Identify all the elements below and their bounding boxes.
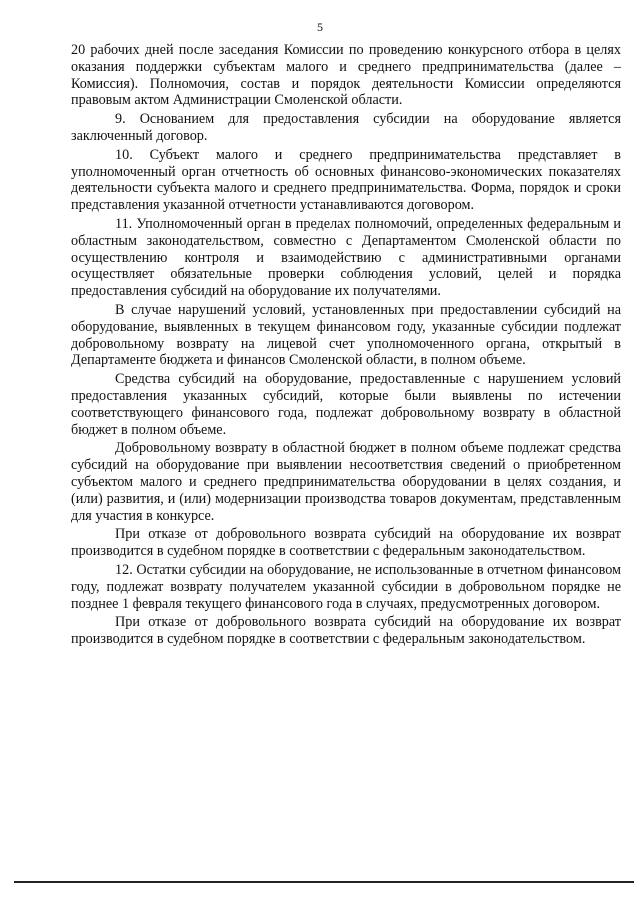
- page-number: 5: [317, 20, 323, 34]
- paragraph-refusal-return-2: При отказе от добровольного возврата субсидий на оборудование их возврат производится в судебном порядке в соответствии с федеральным законодательством.: [71, 614, 621, 648]
- paragraph-9: 9. Основанием для предоставления субсидии на оборудование является заключенный договор.: [71, 111, 621, 144]
- paragraph-violation-current-year: В случае нарушений условий, установленных при предоставлении субсидий на оборудование, выявленных в текущем финансовом году, указанные субсидии подлежат добровольному возврату на лицевой счет уполномоченного органа, открытый в Департаменте бюджета и финансов Смоленской области, в полном объеме.: [71, 301, 621, 369]
- document-body: [71, 42, 621, 648]
- paragraph-voluntary-return: Добровольному возврату в областной бюджет в полном объеме подлежат средства субсидий на оборудование при выявлении несоответствия сведений о приобретенном субъектом малого и среднего предпринимательства оборудовании в целях создания, и (или) развития, и (или) модернизации производства товаров документам, представленным для участия в конкурсе.: [71, 440, 621, 524]
- paragraph-violation-after-year: Средства субсидий на оборудование, предоставленные с нарушением условий предоставления указанных субсидий, которые были выявлены по истечении соответствующего финансового года, подлежат добровольному возврату в областной бюджет в полном объеме.: [71, 371, 621, 438]
- paragraph-12: 12. Остатки субсидии на оборудование, не использованные в отчетном финансовом году, подлежат возврату получателем указанной субсидии в добровольном порядке не позднее 1 февраля текущего финансового года в случаях, предусмотренных договором.: [71, 561, 621, 612]
- paragraph-continuation: 20 рабочих дней после заседания Комиссии по проведению конкурсного отбора в целях оказания поддержки субъектам малого и среднего предпринимательства (далее – Комиссия). Полномочия, состав и порядок деятельности Комиссии определяются правовым актом Администрации Смоленской области.: [71, 42, 621, 109]
- paragraph-refusal-return-1: При отказе от добровольного возврата субсидий на оборудование их возврат производится в судебном порядке в соответствии с федеральным законодательством.: [71, 526, 621, 560]
- bottom-rule: [14, 881, 634, 883]
- paragraph-10: 10. Субъект малого и среднего предпринимательства представляет в уполномоченный орган отчетность об основных финансово-экономических показателях деятельности субъекта малого и среднего предпринимательства. Форма, порядок и сроки представления указанной отчетности устанавливаются договором.: [71, 146, 621, 214]
- paragraph-11: 11. Уполномоченный орган в пределах полномочий, определенных федеральным и областным законодательством, совместно с Департаментом Смоленской области по осуществлению контроля и взаимодействию с административными органами осуществляет обязательные проверки соблюдения условий, целей и порядка предоставления субсидий на оборудование их получателями.: [71, 215, 621, 300]
